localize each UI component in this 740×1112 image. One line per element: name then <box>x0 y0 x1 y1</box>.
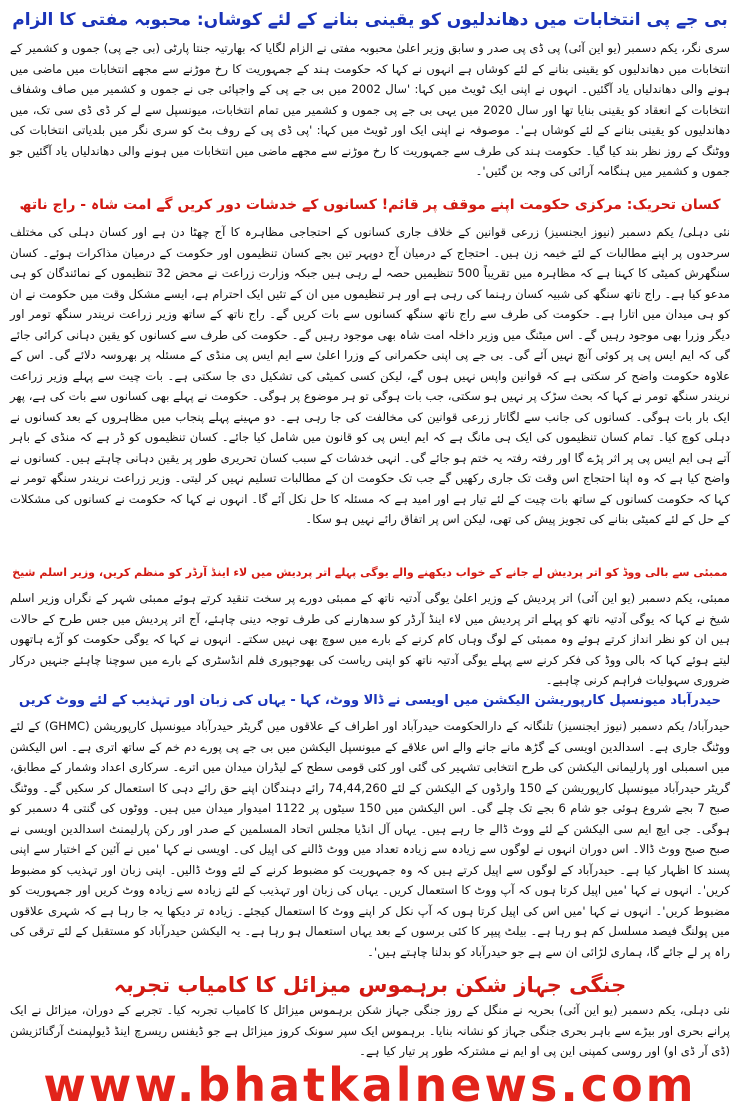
article-headline: کسان تحریک: مرکزی حکومت اپنے موقف پر قائم! کسانوں کے خدشات دور کریں گے امت شاہ - راج ناتھ <box>19 197 721 213</box>
site-url-banner: www.bhatkalnews.com <box>43 1058 697 1112</box>
article-brahmos-missile <box>10 970 730 1064</box>
article-body: حیدرآباد/ یکم دسمبر (نیوز ایجنسیز) تلنگانہ کے دارالحکومت حیدرآباد اور اطراف کے علاقوں میں گریٹر حیدرآباد میونسپل کارپوریشن (GHMC) کے لئے ووٹنگ جاری ہے۔ اسدالدین اویسی کے گڑھ مانے جانے والے اس علاقے کے میونسپل الیکشن میں بی جے پی پورے دم خم کے ساتھ اتری ہے۔ اس الیکشن میں اسمبلی اور پارلیمانی الیکشن کی طرح انتخابی تشہیر کی گئی اور کئی قومی سطح کے لیڈران میدان میں اترے۔ سرکاری اعداد وشمار کے مطابق، گریٹر حیدرآباد میونسپل کارپوریشن کے 150 وارڈوں کے الیکشن کے لئے 74,44,260 رائے دہندگان اپنے حق رائے دہی کا استعمال کر سکیں گے۔ ووٹنگ صبح 7 بجے شروع ہوئی جو شام 6 بجے تک چلے گی۔ اس الیکشن میں 150 سیٹوں پر 1122 امیدوار میدان میں ہیں۔ ووٹوں کی گنتی 4 دسمبر کو ہوگی۔ جی ایچ ایم سی الیکشن کے لئے ووٹ ڈالے جا رہے ہیں۔ یہاں آل انڈیا مجلس اتحاد المسلمین کے صدر اور رکن پارلیمنٹ اسدالدین اویسی نے صبح صبح ووٹ ڈالا۔ اس دوران انہوں نے لوگوں سے زیادہ سے زیادہ تعداد میں ووٹ ڈالنے کی اپیل کی۔ اویسی نے کہا 'میں نے آئین کے اختیار سے اپنی پسند کا اظہار کیا ہے۔ حیدرآباد کے لوگوں سے اپیل کرتے ہیں کہ وہ جمہوریت کو مضبوط کرنے کے لئے ووٹ ڈالیں۔ اپنی زبان اور تہذیب کو مضبوط کریں'۔ انہوں نے کہا 'میں اپیل کرتا ہوں کہ آپ ووٹ کا استعمال کریں۔ یہاں کی زبان اور تہذیب کے لئے زیادہ سے زیادہ ووٹ کریں اور جمہوریت کو مضبوط کریں'۔ انہوں نے کہا 'میں اس کی اپیل کرتا ہوں کہ آپ نکل کر اپنے ووٹ کا استعمال کیجئے۔ زیادہ تر دیکھا یہ جا رہا ہے کہ شہری علاقوں میں پولنگ فیصد مسلسل کم ہو رہا ہے۔ بیلٹ پیپر کا کئی برسوں کے بعد یہاں استعمال ہو رہا ہے۔ یہ الیکشن حیدرآباد کو مستقبل کے لئے ترقی کی راہ پر لے جائے گا، ہماری لڑائی ان سے ہے جو حیدرآباد کو بدلنا چاہتے ہیں'۔ <box>10 719 730 959</box>
article-ghmc-election <box>10 686 730 959</box>
article-mehbooba-mufti <box>10 2 731 178</box>
article-body: نئی دہلی، یکم دسمبر (یو این آئی) بحریہ نے منگل کے روز جنگی جہاز شکن برہموس میزائل کا کامیاب تجربہ کیا۔ تجربے کے دوران، میزائل نے ایک پرانے بحری اور بیڑے سے باہر بحری جنگی جہاز کو نشانہ بنایا۔ برہموس ایک سپر سونک کروز میزائل ہے جو ڈیفنس ریسرچ اینڈ ڈیولپمنٹ آرگنائزیشن (ڈی آر ڈی او) اور روسی کمپنی این پی او ایم نے مشترکہ طور پر تیار کیا ہے۔ <box>10 1003 730 1058</box>
article-body: نئی دہلی/ یکم دسمبر (نیوز ایجنسیز) زرعی قوانین کے خلاف جاری کسانوں کے احتجاجی مظاہرہ کا آج چھٹا دن ہے اور کسان دہلی کی مختلف سرحدوں پر اپنے مطالبات کے لئے خیمہ زن ہیں۔ احتجاج کے درمیان آج دوپہر تین بجے کسان تنظیموں اور حکومت کے درمیان مذاکرات ہوئے۔ کسان سنگھرش کمیٹی کا کہنا ہے کہ مظاہرہ میں تقریباً 500 تنظیمیں حصہ لے رہی ہیں جبکہ وزارت زراعت نے محض 32 تنظیموں کے نمائندگان کو ہی مدعو کیا ہے۔ راج ناتھ سنگھ کی شبیہ کسان رہنما کی رہی ہے اور ہر تنظیموں میں ان کے تئیں ایک احترام ہے، ایسے مشکل وقت میں حکومت نے ان کو ہی میدان میں اتارا ہے۔ حکومت کی طرف سے راج ناتھ سنگھ کسانوں سے بات کریں گے۔ راج ناتھ کے ساتھ وزیر زراعت نریندر سنگھ تومر اور دیگر وزرا بھی موجود رہیں گے۔ اس میٹنگ میں وزیر داخلہ امت شاہ بھی موجود رہیں گے۔ حکومت کی طرف سے کسانوں کو یقین دہانی کرائی جائے گی کہ ایم ایس پی پر کوئی آنچ نہیں آئے گی۔ بی جے پی اپنی حکمرانی کے وزرا اعلیٰ سے ایم ایس پی منڈی کے مسئلہ پر بھروسہ دلائے گی۔ اس کے علاوہ حکومت واضح کر سکتی ہے کہ قوانین واپس نہیں ہوں گے، لیکن کسی کمیٹی کی تشکیل دی جا سکتی ہے۔ بات چیت سے پہلے وزیر زراعت نریندر سنگھ تومر نے کہا کہ بحث سڑک پر نہیں ہو سکتی، جب بات ہوگی تو ہر موضوع پر ہوگی۔ حکومت نے پہلے بھی کسانوں سے بات کی ہے، پھر ایک بار بات ہوگی۔ کسانوں کی جانب سے لگاتار زرعی قوانین کی مخالفت کی جا رہی ہے۔ دو مہینے پہلے پنجاب میں مظاہروں کے بعد کسانوں نے دہلی کوچ کیا۔ تمام کسان تنظیموں کی ایک ہی مانگ ہے کہ ایم ایس پی کو قانون میں شامل کیا جائے۔ کسان تنظیموں کو ڈر ہے کہ منڈی کے باہر آتے ہی ایم ایس پی پر اثر پڑے گا اور رفتہ رفتہ یہ ختم ہو جائے گی۔ انہی خدشات کے سبب کسان تحریری طور پر یقین دہانی چاہتے ہیں۔ کسانوں نے واضح کیا ہے کہ وہ اپنا احتجاج اس وقت تک جاری رکھیں گے جب تک حکومت ان کے مطالبات تسلیم نہیں کر لیتی۔ وزیر زراعت نریندر سنگھ تومر نے کہا کہ حکومت کسانوں کے ساتھ بات چیت کے لئے تیار ہے اور امید ہے کہ مسئلہ کا حل نکل آئے گا۔ انہوں نے کہا کہ حکومت نے کسانوں کی مشکلات کے حل کے لئے کمیٹی بنانے کی تجویز پیش کی تھی، لیکن اس پر اتفاق رائے نہیں ہو سکا۔ <box>10 225 730 526</box>
article-aslam-shaikh <box>10 558 730 690</box>
article-headline: ممبئی سے بالی ووڈ کو اتر پردیش لے جانے کے خواب دیکھنے والے یوگی پہلے اتر پردیش میں لاء اینڈ آرڈر کو منظم کریں، وزیر اسلم شیخ <box>12 566 728 579</box>
article-body: ممبئی، یکم دسمبر (یو این آئی) اتر پردیش کے وزیر اعلیٰ یوگی آدتیہ ناتھ کے ممبئی دورے پر سخت تنقید کرتے ہوئے ممبئی شہر کے نگراں وزیر اسلم شیخ نے کہا کہ یوگی آدتیہ ناتھ کو پہلے اتر پردیش میں لاء اینڈ آرڈر کو سدھارنے کی طرف توجہ دینی چاہئے، آج اتر پردیش میں جس طرح کے حالات ہیں ان کو نظر انداز کرتے ہوئے وہ ممبئی کے لوگ وہاں کام کرنے کے بارے میں سوچ بھی نہیں سکتے۔ انہوں نے کہا کہ یوگی حکومت کو آڑے ہاتھوں لیتے ہوئے کہا کہ بالی ووڈ کی فکر کرنے سے پہلے یوگی آدتیہ ناتھ کو اپنی ریاست کی بھوجپوری فلم انڈسٹری کے بارے میں سوچنا چاہئے جنہیں درکار ضروری سہولیات فراہم کرنی چاہیے۔ <box>10 591 730 687</box>
article-headline: بی جے پی انتخابات میں دھاندلیوں کو یقینی بنانے کے لئے کوشاں: محبوبہ مفتی کا الزام <box>12 10 728 30</box>
article-body: سری نگر، یکم دسمبر (یو این آئی) پی ڈی پی صدر و سابق وزیر اعلیٰ محبوبہ مفتی نے الزام لگایا کہ بھارتیہ جنتا پارٹی (بی جے پی) جموں و کشمیر کے انتخابات میں دھاندلیوں کو یقینی بنانے کے لئے کوشاں ہے انہوں نے کہا کہ حکومت ہند کے جمہوریت کا رخ موڑنے سے مجھے انتخابات میں ماضی میں ہونے والی دھاندلیاں یاد آگئیں۔ انہوں نے اپنی ایک ٹویٹ میں کہا: 'سال 2002 میں بی جے پی کے واجپائی جی نے جموں و کشمیر میں صاف وشفاف انتخابات کے انعقاد کو یقینی بنایا تھا اور سال 2020 میں یہی بی جے پی جموں و کشمیر میں تمام انتخابات، میونسپل سے لے کر ڈی ڈی سی تک، میں دھاندلیوں کو یقینی بنانے کے لئے کوشاں ہے'۔ موصوفہ نے اپنی ایک اور ٹویٹ میں کہا: 'پی ڈی پی کے روف بٹ کو سری نگر میں بلدیاتی انتخابات کی ووٹنگ کے روز نظر بند کیا گیا۔ حکومت ہند کی طرف سے جمہوریت کا رخ موڑنے سے مجھے ماضی میں انتخابات میں ہونے والی دھاندلیاں یاد آگئیں جو جموں و کشمیر میں ہنگامہ آرائی کی وجہ بن گئیں'۔ <box>10 41 731 178</box>
article-headline: حیدرآباد میونسپل کارپوریشن الیکشن میں اویسی نے ڈالا ووٹ، کہا - یہاں کی زبان اور تہذیب کے لئے ووٹ کریں <box>19 693 721 708</box>
article-farmers-protest <box>10 188 730 552</box>
article-headline: جنگی جہاز شکن برہموس میزائل کا کامیاب تجربہ <box>113 973 627 997</box>
